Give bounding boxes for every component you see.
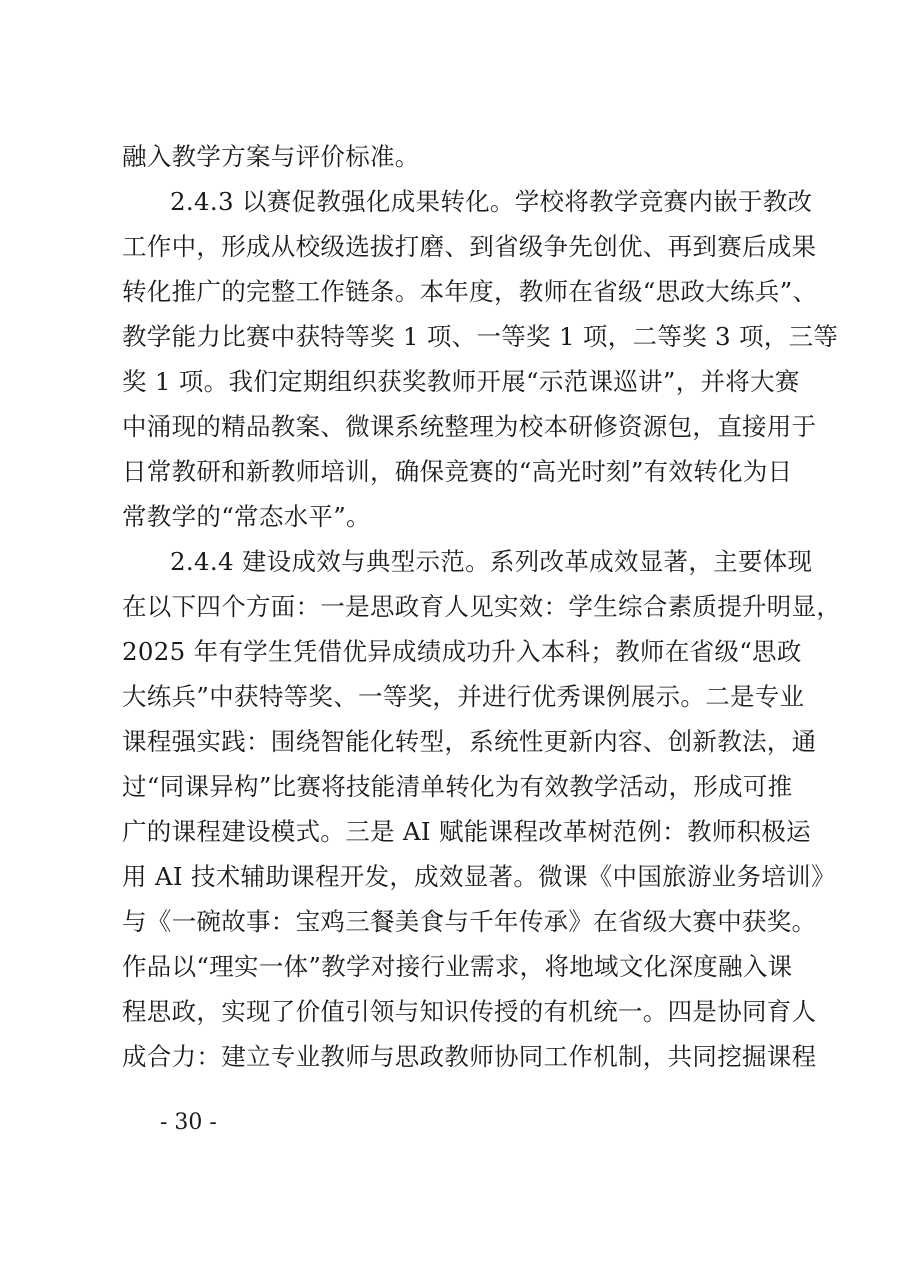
text-line: 中涌现的精品教案、微课系统整理为校本研修资源包，直接用于 (122, 412, 817, 441)
text-line: 工作中，形成从校级选拔打磨、到省级争先创优、再到赛后成果 (122, 232, 817, 261)
text-line: 奖 1 项。我们定期组织获奖教师开展“示范课巡讲”，并将大赛 (122, 367, 800, 396)
text-line: 课程强实践：围绕智能化转型，系统性更新内容、创新教法，通 (122, 727, 817, 756)
text-line: 2.4.4 建设成效与典型示范。系列改革成效显著，主要体现 (170, 547, 813, 576)
text-line: 2025 年有学生凭借优异成绩成功升入本科；教师在省级“思政 (122, 637, 802, 666)
text-line: 成合力：建立专业教师与思政教师协同工作机制，共同挖掘课程 (122, 1042, 817, 1071)
text-line: 作品以“理实一体”教学对接行业需求，将地域文化深度融入课 (122, 952, 793, 981)
text-line: 大练兵”中获特等奖、一等奖，并进行优秀课例展示。二是专业 (122, 682, 805, 711)
text-line: 转化推广的完整工作链条。本年度，教师在省级“思政大练兵”、 (122, 277, 818, 306)
text-line: 教学能力比赛中获特等奖 1 项、一等奖 1 项，二等奖 3 项，三等 (122, 322, 839, 351)
text-line: 在以下四个方面：一是思政育人见实效：学生综合素质提升明显， (122, 592, 842, 621)
text-line: 常教学的“常态水平”。 (122, 502, 371, 531)
page-number: - 30 - (160, 1110, 217, 1135)
text-line: 融入教学方案与评价标准。 (122, 142, 420, 171)
text-line: 与《一碗故事：宝鸡三餐美食与千年传承》在省级大赛中获奖。 (122, 907, 817, 936)
text-line: 日常教研和新教师培训，确保竞赛的“高光时刻”有效转化为日 (122, 457, 793, 486)
text-line: 广的课程建设模式。三是 AI 赋能课程改革树范例：教师积极运 (122, 817, 811, 846)
text-line: 程思政，实现了价值引领与知识传授的有机统一。四是协同育人 (122, 997, 817, 1026)
text-line: 用 AI 技术辅助课程开发，成效显著。微课《中国旅游业务培训》 (122, 862, 836, 891)
text-line: 2.4.3 以赛促教强化成果转化。学校将教学竞赛内嵌于教改 (170, 187, 813, 216)
text-line: 过“同课异构”比赛将技能清单转化为有效教学活动，形成可推 (122, 772, 793, 801)
